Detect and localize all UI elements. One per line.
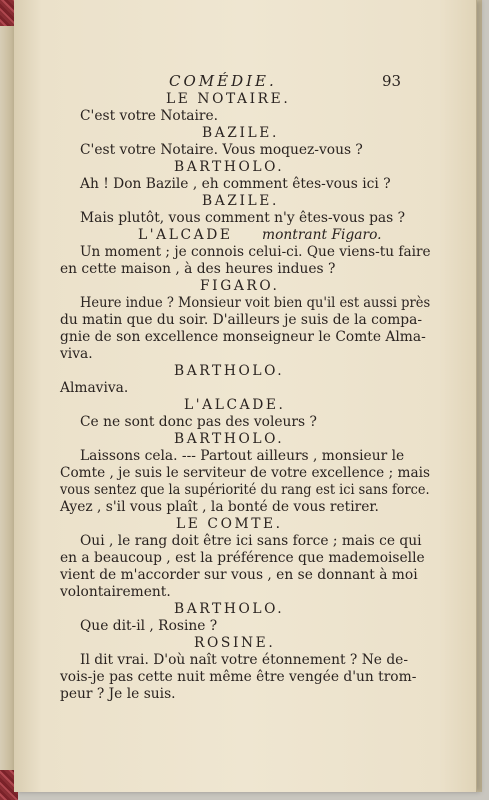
speaker-label: L'ALCADE. <box>184 397 286 413</box>
speaker-label: ROSINE. <box>194 635 276 651</box>
dialogue-line: Ce ne sont donc pas des voleurs ? <box>80 414 317 430</box>
dialogue-line: gnie de son excellence monseigneur le Comte Alma- <box>60 329 426 345</box>
dialogue-line: Comte , je suis le serviteur de votre excellence ; mais <box>60 465 430 481</box>
dialogue-line: vois-je pas cette nuit même être vengée d'un trom- <box>60 669 417 685</box>
dialogue-line: Ayez , s'il vous plaît , la bonté de vous retirer. <box>60 499 379 515</box>
dialogue-line: Heure indue ? Monsieur voit bien qu'il est aussi près <box>80 295 431 311</box>
speaker-label: BARTHOLO. <box>174 601 285 617</box>
dialogue-line: Un moment ; je connois celui-ci. Que viens-tu faire <box>80 244 431 260</box>
speaker-label: BARTHOLO. <box>174 363 285 379</box>
dialogue-line: du matin que du soir. D'ailleurs je suis de la compa- <box>60 312 423 328</box>
speaker-label: FIGARO. <box>200 278 280 294</box>
dialogue-line: Mais plutôt, vous comment n'y êtes-vous pas ? <box>80 210 406 226</box>
page-number: 93 <box>382 72 402 90</box>
speaker-label: BAZILE. <box>202 125 279 141</box>
speaker-label: BARTHOLO. <box>174 431 285 447</box>
book-page <box>14 0 477 792</box>
dialogue-line: C'est votre Notaire. Vous moquez-vous ? <box>80 142 363 158</box>
running-head: COMÉDIE. <box>169 72 277 90</box>
dialogue-line: Almaviva. <box>60 380 129 396</box>
dialogue-line: vous sentez que la supériorité du rang est ici sans force. <box>60 482 430 498</box>
dialogue-line: Oui , le rang doit être ici sans force ; mais ce qui <box>80 533 422 549</box>
speaker-label: BAZILE. <box>202 193 279 209</box>
dialogue-line: Ah ! Don Bazile , eh comment êtes-vous ici ? <box>80 176 391 192</box>
speaker-label: LE NOTAIRE. <box>166 91 291 107</box>
speaker-label: L'ALCADE <box>138 227 233 243</box>
speaker-label: BARTHOLO. <box>174 159 285 175</box>
speaker-label: LE COMTE. <box>176 516 283 532</box>
dialogue-line: volontairement. <box>60 584 171 600</box>
dialogue-line: viva. <box>60 346 93 362</box>
dialogue-line: en a beaucoup , est la préférence que mademoiselle <box>60 550 425 566</box>
dialogue-line: Laissons cela. --- Partout ailleurs , monsieur le <box>80 448 405 464</box>
dialogue-line: Il dit vrai. D'où naît votre étonnement ? Ne de- <box>80 652 408 668</box>
dialogue-line: Que dit-il , Rosine ? <box>80 618 218 634</box>
dialogue-line: C'est votre Notaire. <box>80 108 219 124</box>
dialogue-line: en cette maison , à des heures indues ? <box>60 261 336 277</box>
dialogue-line: vient de m'accorder sur vous , en se donnant à moi <box>60 567 418 583</box>
dialogue-line: peur ? Je le suis. <box>60 686 176 702</box>
stage-direction: montrant Figaro. <box>262 227 382 243</box>
